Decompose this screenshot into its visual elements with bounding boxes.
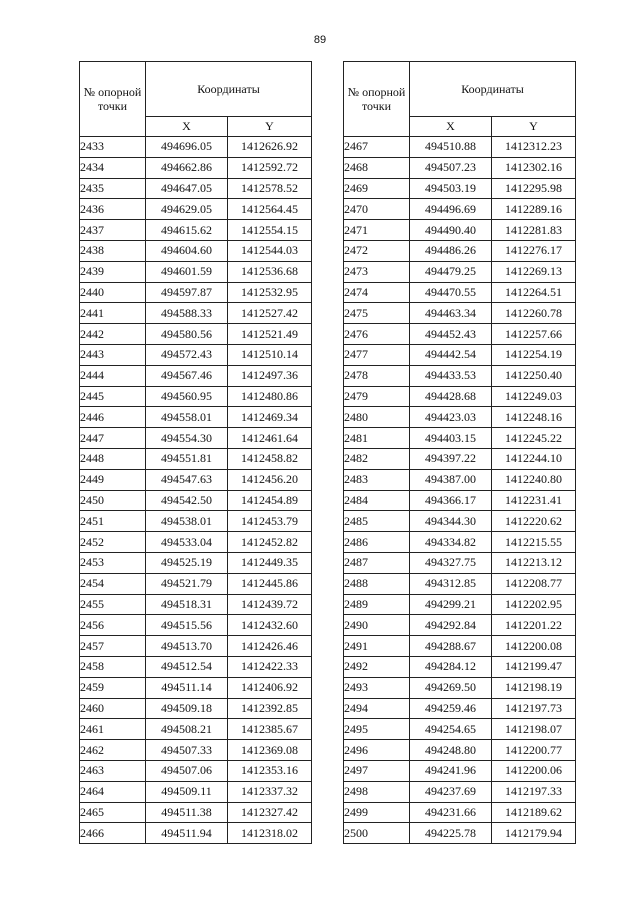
point-number-cell: 2464: [80, 781, 146, 802]
y-cell: 1412200.08: [492, 636, 576, 657]
table-row: [344, 802, 576, 823]
x-cell: 494507.33: [146, 740, 228, 761]
x-cell: 494567.46: [146, 365, 228, 386]
x-cell: 494397.22: [410, 448, 492, 469]
table-row: [80, 490, 312, 511]
table-row: [344, 386, 576, 407]
y-cell: 1412480.86: [228, 386, 312, 407]
x-cell: 494231.66: [410, 802, 492, 823]
point-number-cell: 2443: [80, 344, 146, 365]
coordinates-table-left: [79, 61, 312, 844]
x-cell: 494284.12: [410, 656, 492, 677]
table-row: [344, 324, 576, 345]
point-number-cell: 2459: [80, 677, 146, 698]
y-header: Y: [492, 117, 576, 137]
x-cell: 494496.69: [410, 199, 492, 220]
y-cell: 1412245.22: [492, 428, 576, 449]
point-number-cell: 2456: [80, 615, 146, 636]
point-number-cell: 2449: [80, 469, 146, 490]
point-number-cell: 2455: [80, 594, 146, 615]
point-number-cell: 2463: [80, 760, 146, 781]
x-cell: 494463.34: [410, 303, 492, 324]
table-row: [80, 511, 312, 532]
table-row: [344, 760, 576, 781]
y-cell: 1412254.19: [492, 344, 576, 365]
y-cell: 1412200.06: [492, 760, 576, 781]
point-number-cell: 2483: [344, 469, 410, 490]
x-cell: 494288.67: [410, 636, 492, 657]
point-number-cell: 2495: [344, 719, 410, 740]
y-cell: 1412497.36: [228, 365, 312, 386]
x-header: X: [146, 117, 228, 137]
x-cell: 494503.19: [410, 178, 492, 199]
page-number: 89: [313, 34, 327, 46]
x-cell: 494312.85: [410, 573, 492, 594]
point-number-cell: 2448: [80, 448, 146, 469]
point-number-cell: 2497: [344, 760, 410, 781]
y-cell: 1412220.62: [492, 511, 576, 532]
point-number-cell: 2498: [344, 781, 410, 802]
y-cell: 1412200.77: [492, 740, 576, 761]
point-number-cell: 2494: [344, 698, 410, 719]
point-number-cell: 2487: [344, 552, 410, 573]
x-cell: 494237.69: [410, 781, 492, 802]
point-number-cell: 2447: [80, 428, 146, 449]
coordinates-header: Координаты: [410, 62, 576, 117]
point-number-cell: 2468: [344, 157, 410, 178]
table-row: [344, 719, 576, 740]
x-cell: 494509.11: [146, 781, 228, 802]
table-row: [80, 365, 312, 386]
table-row: [80, 324, 312, 345]
y-cell: 1412244.10: [492, 448, 576, 469]
table-row: [344, 178, 576, 199]
x-cell: 494344.30: [410, 511, 492, 532]
table-row: [80, 469, 312, 490]
table-row: [344, 656, 576, 677]
point-number-cell: 2500: [344, 823, 410, 844]
table-row: [80, 157, 312, 178]
point-number-cell: 2477: [344, 344, 410, 365]
table-row: [80, 428, 312, 449]
x-cell: 494433.53: [410, 365, 492, 386]
point-number-cell: 2475: [344, 303, 410, 324]
x-cell: 494387.00: [410, 469, 492, 490]
x-cell: 494241.96: [410, 760, 492, 781]
point-number-cell: 2474: [344, 282, 410, 303]
y-cell: 1412432.60: [228, 615, 312, 636]
x-cell: 494647.05: [146, 178, 228, 199]
x-cell: 494292.84: [410, 615, 492, 636]
table-row: [80, 344, 312, 365]
table-row: [344, 282, 576, 303]
y-cell: 1412281.83: [492, 220, 576, 241]
table-row: [344, 532, 576, 553]
y-cell: 1412213.12: [492, 552, 576, 573]
point-number-cell: 2488: [344, 573, 410, 594]
table-row: [80, 199, 312, 220]
point-number-cell: 2489: [344, 594, 410, 615]
table-row: [344, 781, 576, 802]
table-row: [344, 344, 576, 365]
point-number-cell: 2452: [80, 532, 146, 553]
table-row: [344, 698, 576, 719]
x-cell: 494588.33: [146, 303, 228, 324]
table-row: [344, 220, 576, 241]
table-row: [80, 760, 312, 781]
table-row: [80, 656, 312, 677]
y-cell: 1412592.72: [228, 157, 312, 178]
y-cell: 1412249.03: [492, 386, 576, 407]
point-number-cell: 2444: [80, 365, 146, 386]
point-number-cell: 2473: [344, 261, 410, 282]
x-cell: 494560.95: [146, 386, 228, 407]
table-row: [344, 157, 576, 178]
point-number-cell: 2492: [344, 656, 410, 677]
y-cell: 1412202.95: [492, 594, 576, 615]
x-cell: 494662.86: [146, 157, 228, 178]
table-row: [80, 594, 312, 615]
table-row: [344, 137, 576, 158]
table-row: [80, 220, 312, 241]
y-cell: 1412406.92: [228, 677, 312, 698]
y-cell: 1412353.16: [228, 760, 312, 781]
y-cell: 1412199.47: [492, 656, 576, 677]
point-number-cell: 2433: [80, 137, 146, 158]
table-row: [80, 823, 312, 844]
x-cell: 494604.60: [146, 240, 228, 261]
table-row: [80, 802, 312, 823]
coordinates-table-right: [343, 61, 576, 844]
point-number-cell: 2454: [80, 573, 146, 594]
y-cell: 1412327.42: [228, 802, 312, 823]
x-cell: 494507.06: [146, 760, 228, 781]
y-cell: 1412626.92: [228, 137, 312, 158]
table-row: [80, 781, 312, 802]
point-number-cell: 2440: [80, 282, 146, 303]
point-number-cell: 2493: [344, 677, 410, 698]
point-number-cell: 2482: [344, 448, 410, 469]
y-cell: 1412179.94: [492, 823, 576, 844]
table-row: [80, 573, 312, 594]
x-cell: 494508.21: [146, 719, 228, 740]
point-number-cell: 2450: [80, 490, 146, 511]
y-cell: 1412385.67: [228, 719, 312, 740]
y-cell: 1412215.55: [492, 532, 576, 553]
y-cell: 1412544.03: [228, 240, 312, 261]
point-number-cell: 2486: [344, 532, 410, 553]
table-row: [344, 823, 576, 844]
x-header: X: [410, 117, 492, 137]
point-number-cell: 2491: [344, 636, 410, 657]
point-number-header: № опорной точки: [80, 62, 146, 137]
table-row: [344, 240, 576, 261]
table-row: [80, 719, 312, 740]
y-cell: 1412510.14: [228, 344, 312, 365]
point-number-header: № опорной точки: [344, 62, 410, 137]
y-cell: 1412521.49: [228, 324, 312, 345]
x-cell: 494515.56: [146, 615, 228, 636]
y-cell: 1412276.17: [492, 240, 576, 261]
x-cell: 494269.50: [410, 677, 492, 698]
x-cell: 494510.88: [410, 137, 492, 158]
x-cell: 494629.05: [146, 199, 228, 220]
point-number-cell: 2446: [80, 407, 146, 428]
x-cell: 494248.80: [410, 740, 492, 761]
y-cell: 1412445.86: [228, 573, 312, 594]
point-number-cell: 2484: [344, 490, 410, 511]
x-cell: 494254.65: [410, 719, 492, 740]
x-cell: 494259.46: [410, 698, 492, 719]
x-cell: 494518.31: [146, 594, 228, 615]
table-row: [80, 448, 312, 469]
x-cell: 494554.30: [146, 428, 228, 449]
y-cell: 1412260.78: [492, 303, 576, 324]
table-row: [344, 407, 576, 428]
y-cell: 1412578.52: [228, 178, 312, 199]
table-row: [344, 365, 576, 386]
y-cell: 1412536.68: [228, 261, 312, 282]
table-row: [344, 428, 576, 449]
point-number-cell: 2458: [80, 656, 146, 677]
point-number-cell: 2436: [80, 199, 146, 220]
x-cell: 494507.23: [410, 157, 492, 178]
point-number-cell: 2437: [80, 220, 146, 241]
y-cell: 1412369.08: [228, 740, 312, 761]
x-cell: 494511.38: [146, 802, 228, 823]
y-cell: 1412439.72: [228, 594, 312, 615]
point-number-cell: 2490: [344, 615, 410, 636]
table-row: [80, 552, 312, 573]
x-cell: 494572.43: [146, 344, 228, 365]
y-cell: 1412264.51: [492, 282, 576, 303]
table-row: [80, 178, 312, 199]
y-cell: 1412392.85: [228, 698, 312, 719]
point-number-cell: 2485: [344, 511, 410, 532]
point-number-cell: 2435: [80, 178, 146, 199]
table-row: [80, 303, 312, 324]
x-cell: 494615.62: [146, 220, 228, 241]
x-cell: 494428.68: [410, 386, 492, 407]
point-number-cell: 2451: [80, 511, 146, 532]
x-cell: 494511.14: [146, 677, 228, 698]
y-cell: 1412554.15: [228, 220, 312, 241]
y-cell: 1412197.73: [492, 698, 576, 719]
point-number-cell: 2465: [80, 802, 146, 823]
x-cell: 494327.75: [410, 552, 492, 573]
x-cell: 494513.70: [146, 636, 228, 657]
x-cell: 494597.87: [146, 282, 228, 303]
x-cell: 494521.79: [146, 573, 228, 594]
y-cell: 1412456.20: [228, 469, 312, 490]
x-cell: 494533.04: [146, 532, 228, 553]
y-cell: 1412240.80: [492, 469, 576, 490]
x-cell: 494551.81: [146, 448, 228, 469]
x-cell: 494299.21: [410, 594, 492, 615]
x-cell: 494452.43: [410, 324, 492, 345]
y-cell: 1412201.22: [492, 615, 576, 636]
table-row: [344, 636, 576, 657]
table-row: [344, 552, 576, 573]
y-cell: 1412312.23: [492, 137, 576, 158]
x-cell: 494442.54: [410, 344, 492, 365]
table-row: [344, 490, 576, 511]
table-row: [80, 636, 312, 657]
point-number-cell: 2476: [344, 324, 410, 345]
point-number-cell: 2442: [80, 324, 146, 345]
y-cell: 1412449.35: [228, 552, 312, 573]
point-number-cell: 2471: [344, 220, 410, 241]
point-number-cell: 2445: [80, 386, 146, 407]
point-number-cell: 2453: [80, 552, 146, 573]
point-number-cell: 2467: [344, 137, 410, 158]
table-row: [80, 137, 312, 158]
table-row: [344, 594, 576, 615]
y-cell: 1412564.45: [228, 199, 312, 220]
x-cell: 494512.54: [146, 656, 228, 677]
y-cell: 1412250.40: [492, 365, 576, 386]
table-row: [344, 740, 576, 761]
x-cell: 494479.25: [410, 261, 492, 282]
y-cell: 1412527.42: [228, 303, 312, 324]
point-number-cell: 2469: [344, 178, 410, 199]
table-row: [344, 303, 576, 324]
x-cell: 494542.50: [146, 490, 228, 511]
point-number-cell: 2439: [80, 261, 146, 282]
point-number-cell: 2461: [80, 719, 146, 740]
y-cell: 1412198.07: [492, 719, 576, 740]
y-cell: 1412257.66: [492, 324, 576, 345]
table-row: [80, 615, 312, 636]
table-row: [344, 573, 576, 594]
y-cell: 1412469.34: [228, 407, 312, 428]
x-cell: 494470.55: [410, 282, 492, 303]
y-cell: 1412337.32: [228, 781, 312, 802]
x-cell: 494601.59: [146, 261, 228, 282]
point-number-cell: 2481: [344, 428, 410, 449]
y-cell: 1412453.79: [228, 511, 312, 532]
table-row: [80, 677, 312, 698]
table-row: [80, 386, 312, 407]
y-cell: 1412532.95: [228, 282, 312, 303]
point-number-cell: 2457: [80, 636, 146, 657]
point-number-cell: 2496: [344, 740, 410, 761]
y-cell: 1412452.82: [228, 532, 312, 553]
point-number-cell: 2460: [80, 698, 146, 719]
x-cell: 494509.18: [146, 698, 228, 719]
table-row: [80, 532, 312, 553]
point-number-cell: 2438: [80, 240, 146, 261]
x-cell: 494423.03: [410, 407, 492, 428]
point-number-cell: 2478: [344, 365, 410, 386]
table-row: [80, 240, 312, 261]
point-number-cell: 2499: [344, 802, 410, 823]
point-number-cell: 2470: [344, 199, 410, 220]
y-cell: 1412231.41: [492, 490, 576, 511]
y-cell: 1412426.46: [228, 636, 312, 657]
x-cell: 494366.17: [410, 490, 492, 511]
y-cell: 1412197.33: [492, 781, 576, 802]
coordinates-header: Координаты: [146, 62, 312, 117]
y-cell: 1412302.16: [492, 157, 576, 178]
x-cell: 494696.05: [146, 137, 228, 158]
x-cell: 494490.40: [410, 220, 492, 241]
x-cell: 494580.56: [146, 324, 228, 345]
x-cell: 494334.82: [410, 532, 492, 553]
y-cell: 1412289.16: [492, 199, 576, 220]
y-cell: 1412208.77: [492, 573, 576, 594]
y-cell: 1412458.82: [228, 448, 312, 469]
y-cell: 1412318.02: [228, 823, 312, 844]
x-cell: 494403.15: [410, 428, 492, 449]
y-cell: 1412454.89: [228, 490, 312, 511]
table-row: [344, 469, 576, 490]
table-row: [344, 199, 576, 220]
point-number-cell: 2479: [344, 386, 410, 407]
point-number-cell: 2462: [80, 740, 146, 761]
y-header: Y: [228, 117, 312, 137]
x-cell: 494486.26: [410, 240, 492, 261]
table-row: [80, 407, 312, 428]
x-cell: 494558.01: [146, 407, 228, 428]
y-cell: 1412295.98: [492, 178, 576, 199]
table-row: [344, 511, 576, 532]
table-row: [80, 698, 312, 719]
table-row: [344, 448, 576, 469]
y-cell: 1412189.62: [492, 802, 576, 823]
point-number-cell: 2472: [344, 240, 410, 261]
table-row: [344, 615, 576, 636]
y-cell: 1412422.33: [228, 656, 312, 677]
table-row: [80, 282, 312, 303]
x-cell: 494225.78: [410, 823, 492, 844]
point-number-cell: 2434: [80, 157, 146, 178]
table-row: [344, 261, 576, 282]
table-body-left: [80, 137, 312, 844]
point-number-cell: 2441: [80, 303, 146, 324]
x-cell: 494525.19: [146, 552, 228, 573]
y-cell: 1412461.64: [228, 428, 312, 449]
table-row: [344, 677, 576, 698]
x-cell: 494547.63: [146, 469, 228, 490]
y-cell: 1412248.16: [492, 407, 576, 428]
point-number-cell: 2480: [344, 407, 410, 428]
table-body-right: [344, 137, 576, 844]
y-cell: 1412269.13: [492, 261, 576, 282]
point-number-cell: 2466: [80, 823, 146, 844]
x-cell: 494538.01: [146, 511, 228, 532]
x-cell: 494511.94: [146, 823, 228, 844]
y-cell: 1412198.19: [492, 677, 576, 698]
table-row: [80, 740, 312, 761]
table-row: [80, 261, 312, 282]
